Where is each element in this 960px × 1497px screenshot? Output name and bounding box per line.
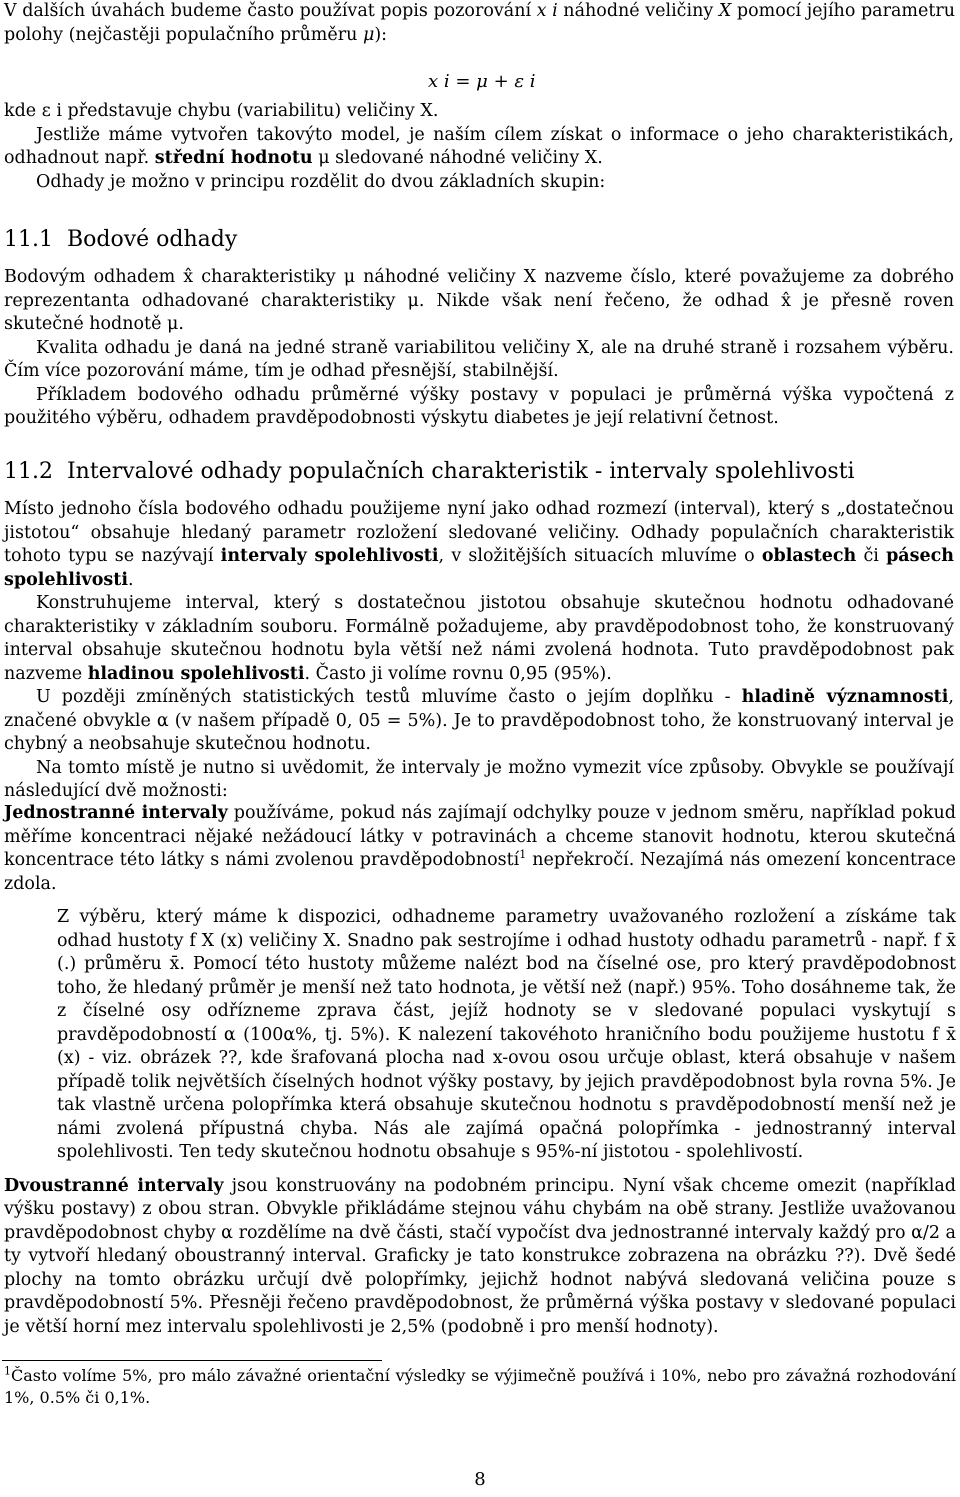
- list-item-1: [2, 802, 956, 896]
- section-1-paragraph-2: Kvalita odhadu je daná na jedné straně variabilitou veličiny X, ale na druhé straně i rozsahem výběru. Čím více pozorování máme, tím je odhad přesnější, stabilnější.: [4, 337, 954, 381]
- footnote-rule: [2, 1360, 382, 1361]
- s2-p3-bold: hladině významnosti: [741, 687, 949, 707]
- list-item-2: [2, 1175, 956, 1340]
- page-number: 8: [474, 1469, 486, 1490]
- section-2-paragraph-4: Na tomto místě je nutno si uvědomit, že intervaly je možno vymezit více způsoby. Obvykle se používají následující dvě možnosti:: [4, 757, 954, 801]
- section-2-title: Intervalové odhady populačních charakteristik - intervaly spolehlivosti: [66, 459, 855, 484]
- intro-text-a: V dalších úvahách budeme často používat popis pozorování: [4, 1, 537, 21]
- s2-p1-bold-2: oblastech: [761, 546, 857, 566]
- section-1-number: 11.1: [4, 227, 53, 252]
- section-2-paragraph-3: [2, 686, 956, 757]
- section-1-heading: [2, 226, 956, 254]
- intro-p3-text-a: Jestliže máme vytvořen takovýto model, je naším cílem získat o informace o jeho charakteristikách, odhadnout např.: [4, 124, 954, 168]
- s2-p1-bold-1: intervaly spolehlivosti: [220, 546, 439, 566]
- list-item-1-text-b: nepřekročí. Nezajímá nás omezení koncentrace zdola.: [4, 850, 956, 894]
- s2-p1-bold-3: pásech spolehlivosti: [4, 546, 955, 590]
- section-2-paragraph-1: [2, 498, 956, 592]
- section-1-paragraph-3: Příkladem bodového odhadu průměrné výšky postavy v populaci je průměrná výška vypočtená z použitého výběru, odhadem pravděpodobnosti výskytu diabetes je její relativní četnost.: [4, 384, 954, 428]
- intro-p3-bold: střední hodnotu: [154, 148, 313, 168]
- s2-p2-a: Konstruhujeme interval, který s dostatečnou jistotou obsahuje skutečnou hodnotu odhadované charakteristiky v základním souboru. Formálně požadujeme, aby pravděpodobnost toho, že konstruovaný interval obsahuje skutečnou hodnotu byla větší než námi zvolená hodnota. Tuto pravděpodobnost pak nazveme: [4, 593, 954, 684]
- intro-var-mu: μ: [362, 24, 375, 45]
- list-item-1-term: Jednostranné intervaly: [4, 803, 228, 823]
- intro-var-X: X: [718, 1, 732, 21]
- intro-text-c: pomocí jejího parametru polohy (nejčastěji populačního průměru: [4, 1, 955, 45]
- footnote-mark: 1: [519, 848, 527, 862]
- footnote-text: Často volíme 5%, pro málo závažné orientační výsledky se výjimečně používá i 10%, nebo pro závažná rozhodování 1%, 0.5% či 0,1%.: [4, 1366, 956, 1407]
- section-1-title: Bodové odhady: [66, 227, 238, 252]
- s2-p1-b: , v složitějších situacích mluvíme o: [438, 546, 762, 566]
- s2-p3-a: U později zmíněných statistických testů mluvíme často o jejím doplňku -: [36, 687, 742, 707]
- list-item-1-text-a: používáme, pokud nás zajímají odchylky pouze v jednom směru, například pokud měříme koncentraci nějaké nežádoucí látky v potravinách a chceme stanovit hodnotu, kterou skutečná koncentrace této látky s námi zvolenou pravděpodobností: [4, 803, 956, 870]
- intro-paragraph-2: kde ε i představuje chybu (variabilitu) veličiny X.: [4, 101, 439, 121]
- definition-list: [2, 802, 956, 1339]
- s2-p1-d: .: [128, 569, 134, 590]
- section-2-paragraph-2: [2, 592, 956, 686]
- footnote: [2, 1365, 956, 1409]
- footnote-area: [2, 1352, 956, 1409]
- section-2-number: 11.2: [4, 459, 53, 484]
- intro-var-x: x i: [536, 1, 558, 21]
- intro-text-d: ):: [374, 24, 388, 45]
- section-2-heading: [2, 458, 956, 486]
- intro-paragraph-1: [2, 0, 957, 47]
- list-item-2-text: jsou konstruovány na podobném principu. Nyní však chceme omezit (například výšku postavy) z obou stran. Obvykle přikládáme stejnou váhu chybám na obě strany. Jestliže uvažovanou pravděpodobnost chyby α rozdělíme na dvě části, stačí vypočíst dva jednostranné intervaly každý pro α/2 a ty vytvoří hledaný oboustranný interval. Graficky je tato konstrukce zobrazena na obrázku ??). Dvě šedé plochy na tomto obrázku určují dvě polopřímky, jejichž hodnot nabývá sledovaná veličina pouze s pravděpodobností 5%. Přesněji řečeno pravděpodobnost, že průměrná výška postavy v sledované populaci je větší horní mez intervalu spolehlivosti je 2,5% (podobně i pro menší hodnoty).: [4, 1175, 956, 1337]
- s2-p2-bold: hladinou spolehlivosti: [87, 663, 305, 684]
- s2-p3-b: , značené obvykle α (v našem případě 0, 05 = 5%). Je to pravděpodobnost toho, že konstruovaný interval je chybný a neobsahuje skutečnou hodnotu.: [4, 687, 954, 754]
- model-equation: x i = μ + ε i: [428, 71, 536, 92]
- section-1-paragraph-1: Bodovým odhadem x̂ charakteristiky μ náhodné veličiny X nazveme číslo, které považujeme za dobrého reprezentanta odhadované charakteristiky μ. Nikde však není řečeno, že odhad x̂ je přesně roven skutečné hodnotě μ.: [4, 267, 954, 334]
- footnote-number: 1: [4, 1364, 11, 1378]
- intro-p3-text-b: μ sledované náhodné veličiny X.: [312, 148, 603, 168]
- s2-p1-c: či: [856, 546, 887, 566]
- list-item-1-paragraph-2: Z výběru, který máme k dispozici, odhadneme parametry uvažovaného rozložení a získáme tak odhad hustoty f X (x) veličiny X. Snadno pak sestrojíme i odhad hustoty odhadu parametrů - např. f x̄ (.) průměru x̄. Pomocí této hustoty můžeme nalézt bod na číselné ose, pro který pravděpodobnost toho, že hledaný průměr je menší než tato hodnota, je větší než (např.) 95%. Toho dosáhneme tak, že z číselné osy odřízneme zprava část, jejíž hodnoty se v sledované populaci vyskytují s pravděpodobností α (100α%, tj. 5%). K nalezení takovéhoto hraničního bodu použijeme hustotu f x̄ (x) - viz. obrázek ??, kde šrafovaná plocha nad x-ovou osou určuje oblast, která obsahuje v našem případě tolik největších číselných hodnot výšky postavy, by jejich pravděpodobnost byla rovna 5%. Je tak vlastně určena polopřímka která obsahuje skutečnou hodnotu s pravděpodobností menší než je námi zvolená přípustná chyba. Nás ale zajímá opačná polopřímka - jednostranný interval spolehlivosti. Ten tedy skutečnou hodnotu obsahuje s 95%-ní jistotou - spolehlivostí.: [57, 907, 956, 1162]
- s2-p1-a: Místo jednoho čísla bodového odhadu použijeme nyní jako odhad rozmezí (interval), který s „dostatečnou jistotou“ obsahuje hledaný parametr rozložení sledované veličiny. Odhady populačních charakteristik tohoto typu se nazývají: [4, 499, 954, 566]
- intro-paragraph-3: [2, 124, 956, 171]
- intro-block: [4, 0, 957, 47]
- intro-paragraph-4: Odhady je možno v principu rozdělit do dvou základních skupin:: [36, 171, 606, 192]
- intro-rest: [2, 100, 956, 194]
- s2-p2-b: . Často ji volíme rovnu 0,95 (95%).: [304, 663, 612, 684]
- list-item-2-term: Dvoustranné intervaly: [4, 1175, 224, 1196]
- section-1: [2, 226, 956, 431]
- section-2: [2, 458, 956, 804]
- intro-text-b: náhodné veličiny: [557, 1, 719, 21]
